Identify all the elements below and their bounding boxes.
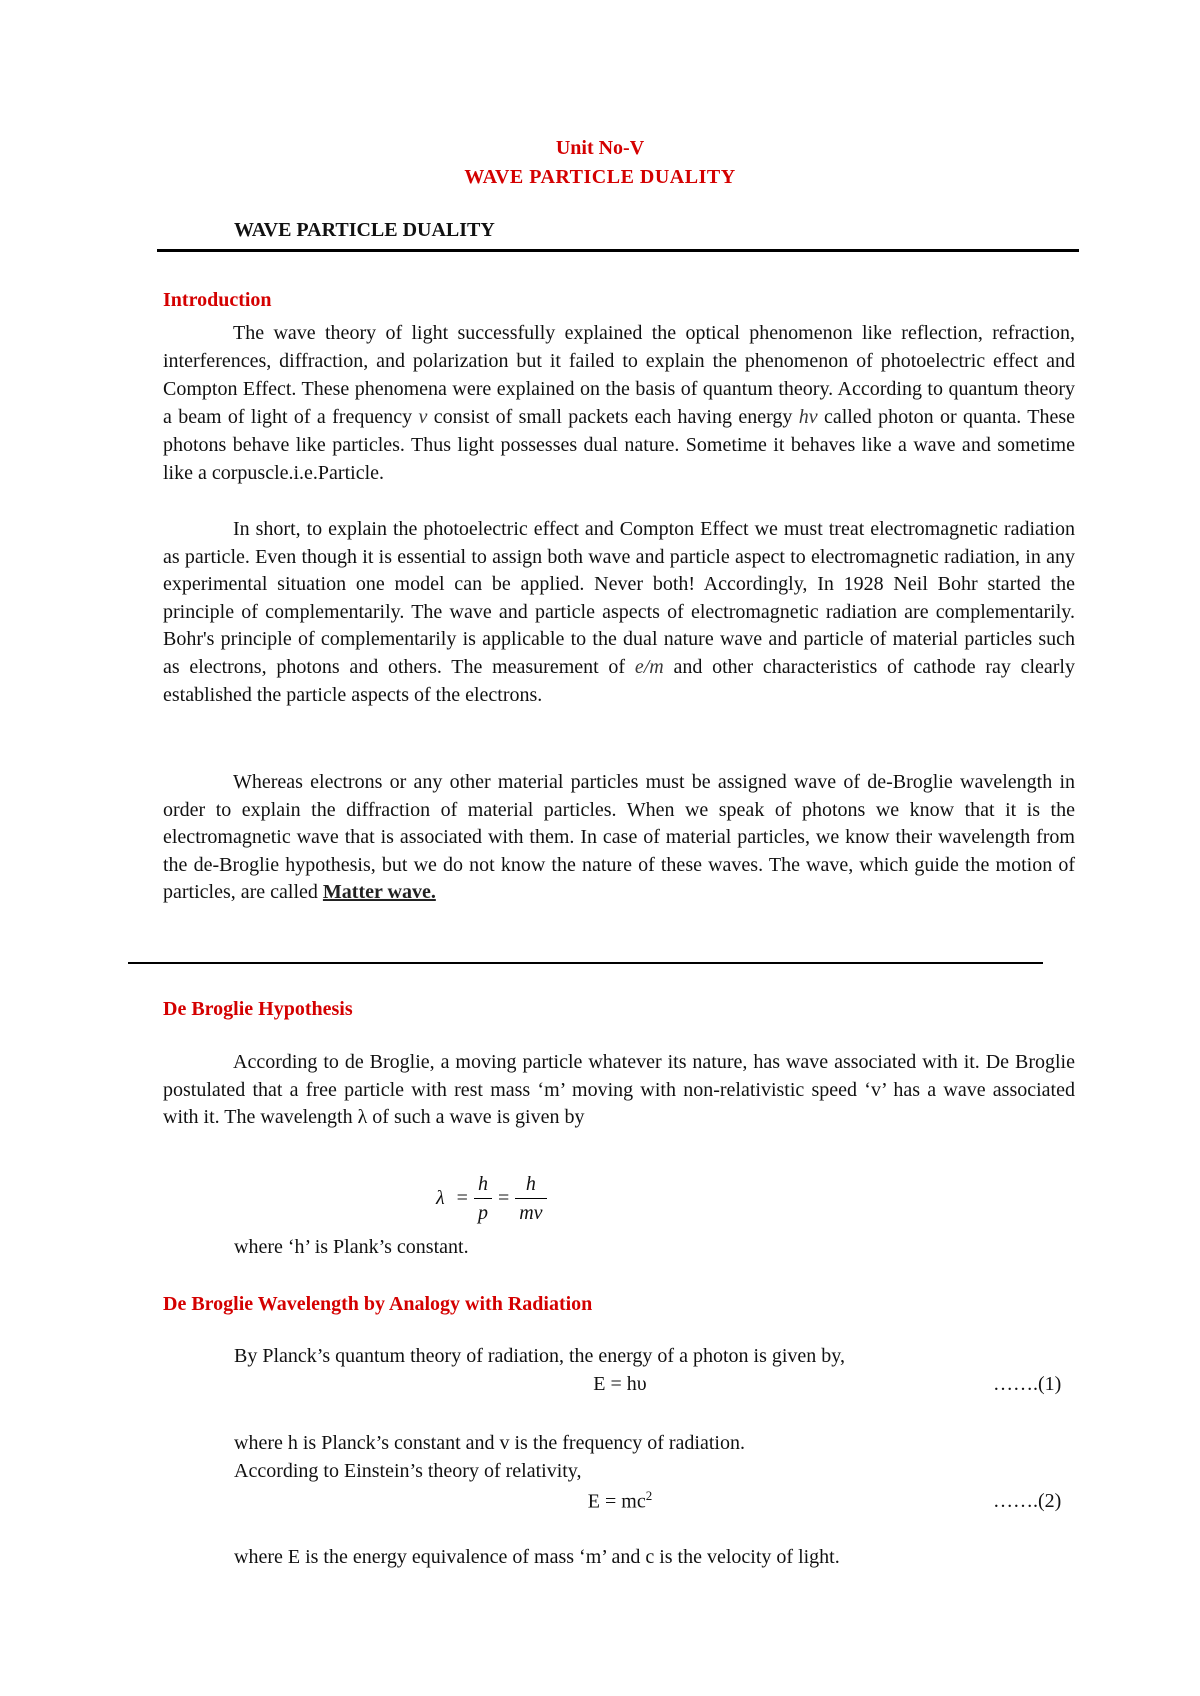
analogy-line-3: According to Einstein’s theory of relativity, <box>234 1460 582 1482</box>
hypothesis-text: According to de Broglie, a moving particle whatever its nature, has wave associated with it. De Broglie postulated that a free particle with rest mass ‘m’ moving with non-relativistic speed ‘v’ has a wave associated with it. The wavelength λ of such a wave is given by <box>163 1051 1075 1129</box>
intro-p1-text-a: The wave theory of light successfully explained the optical phenomenon like reflection, refraction, interferences, diffraction, and polarization but it failed to explain the phenomenon of photoelectric effect and Compton Effect. These phenomena were explained on the basis of quantum theory. According to quantum theory a beam of light of a frequency <box>163 322 1075 429</box>
equation-2-number: …….(2) <box>993 1490 1062 1512</box>
section-heading: WAVE PARTICLE DUALITY <box>234 219 495 241</box>
intro-paragraph-1 <box>163 319 1075 488</box>
fraction-h-over-mv <box>515 1170 546 1227</box>
fraction-numerator: h <box>515 1170 546 1199</box>
de-broglie-formula <box>430 1170 547 1227</box>
h-nu-symbol: hν <box>798 406 818 429</box>
introduction-heading: Introduction <box>163 289 272 311</box>
fraction-h-over-p <box>474 1170 492 1227</box>
section-divider <box>128 962 1043 964</box>
fraction-denominator: p <box>477 1202 488 1224</box>
intro-p2-text-b: and other characteristics of cathode ray clearly established the particle aspects of the electrons. <box>163 655 1075 706</box>
equals-sign: = <box>456 1187 468 1209</box>
equation-1: E = hυ <box>593 1373 647 1395</box>
top-divider <box>157 249 1079 252</box>
fraction-numerator: h <box>474 1170 492 1199</box>
unit-title: WAVE PARTICLE DUALITY <box>464 166 736 188</box>
unit-label: Unit No-V <box>555 137 645 159</box>
intro-paragraph-2 <box>163 516 1075 709</box>
matter-wave-term: Matter wave. <box>322 881 436 904</box>
lambda-symbol: λ <box>436 1187 445 1209</box>
e-over-m-symbol: e/m <box>634 655 664 678</box>
intro-paragraph-3 <box>163 769 1075 907</box>
intro-p2-text-a: In short, to explain the photoelectric effect and Compton Effect we must treat electromagnetic radiation as particle. Even though it is essential to assign both wave and particle aspect to electromagnetic radiation, in any experimental situation one model can be applied. Never both! Accordingly, In 1928 Neil Bohr started the principle of complementarily. The wave and particle aspects of electromagnetic radiation are complementarily. Bohr's principle of complementarily is applicable to the dual nature wave and particle of material particles such as electrons, photons and others. The measurement of <box>163 518 1075 678</box>
fraction-denominator: mv <box>519 1202 543 1224</box>
analogy-line-1: By Planck’s quantum theory of radiation, the energy of a photon is given by, <box>234 1345 845 1367</box>
equation-1-number: …….(1) <box>993 1373 1062 1395</box>
intro-p3-text: Whereas electrons or any other material particles must be assigned wave of de-Broglie wavelength in order to explain the diffraction of material particles. When we speak of photons we know that it is the electromagnetic wave that is associated with them. In case of material particles, we know their wavelength from the de-Broglie hypothesis, but we do not know the nature of these waves. The wave, which guide the motion of particles, are called <box>163 771 1075 904</box>
de-broglie-hypothesis-heading: De Broglie Hypothesis <box>163 998 353 1020</box>
nu-symbol: ν <box>418 406 428 429</box>
analogy-line-2: where h is Planck’s constant and v is the frequency of radiation. <box>234 1432 745 1454</box>
intro-p1-text-c: called photon or quanta. These photons behave like particles. Thus light possesses dual nature. Sometime it behaves like a wave and sometime like a corpuscle.i.e.Particle. <box>163 406 1076 485</box>
equation-2-superscript: 2 <box>645 1488 653 1503</box>
plank-constant-note: where ‘h’ is Plank’s constant. <box>234 1236 469 1258</box>
equals-sign: = <box>497 1187 510 1209</box>
equation-2 <box>540 1488 700 1514</box>
equation-2-base: E = mc <box>587 1490 646 1513</box>
analogy-heading: De Broglie Wavelength by Analogy with Radiation <box>163 1293 593 1315</box>
intro-p1-text-b: consist of small packets each having energy <box>433 406 793 429</box>
analogy-line-4: where E is the energy equivalence of mass ‘m’ and c is the velocity of light. <box>234 1546 840 1568</box>
hypothesis-paragraph <box>163 1049 1075 1132</box>
